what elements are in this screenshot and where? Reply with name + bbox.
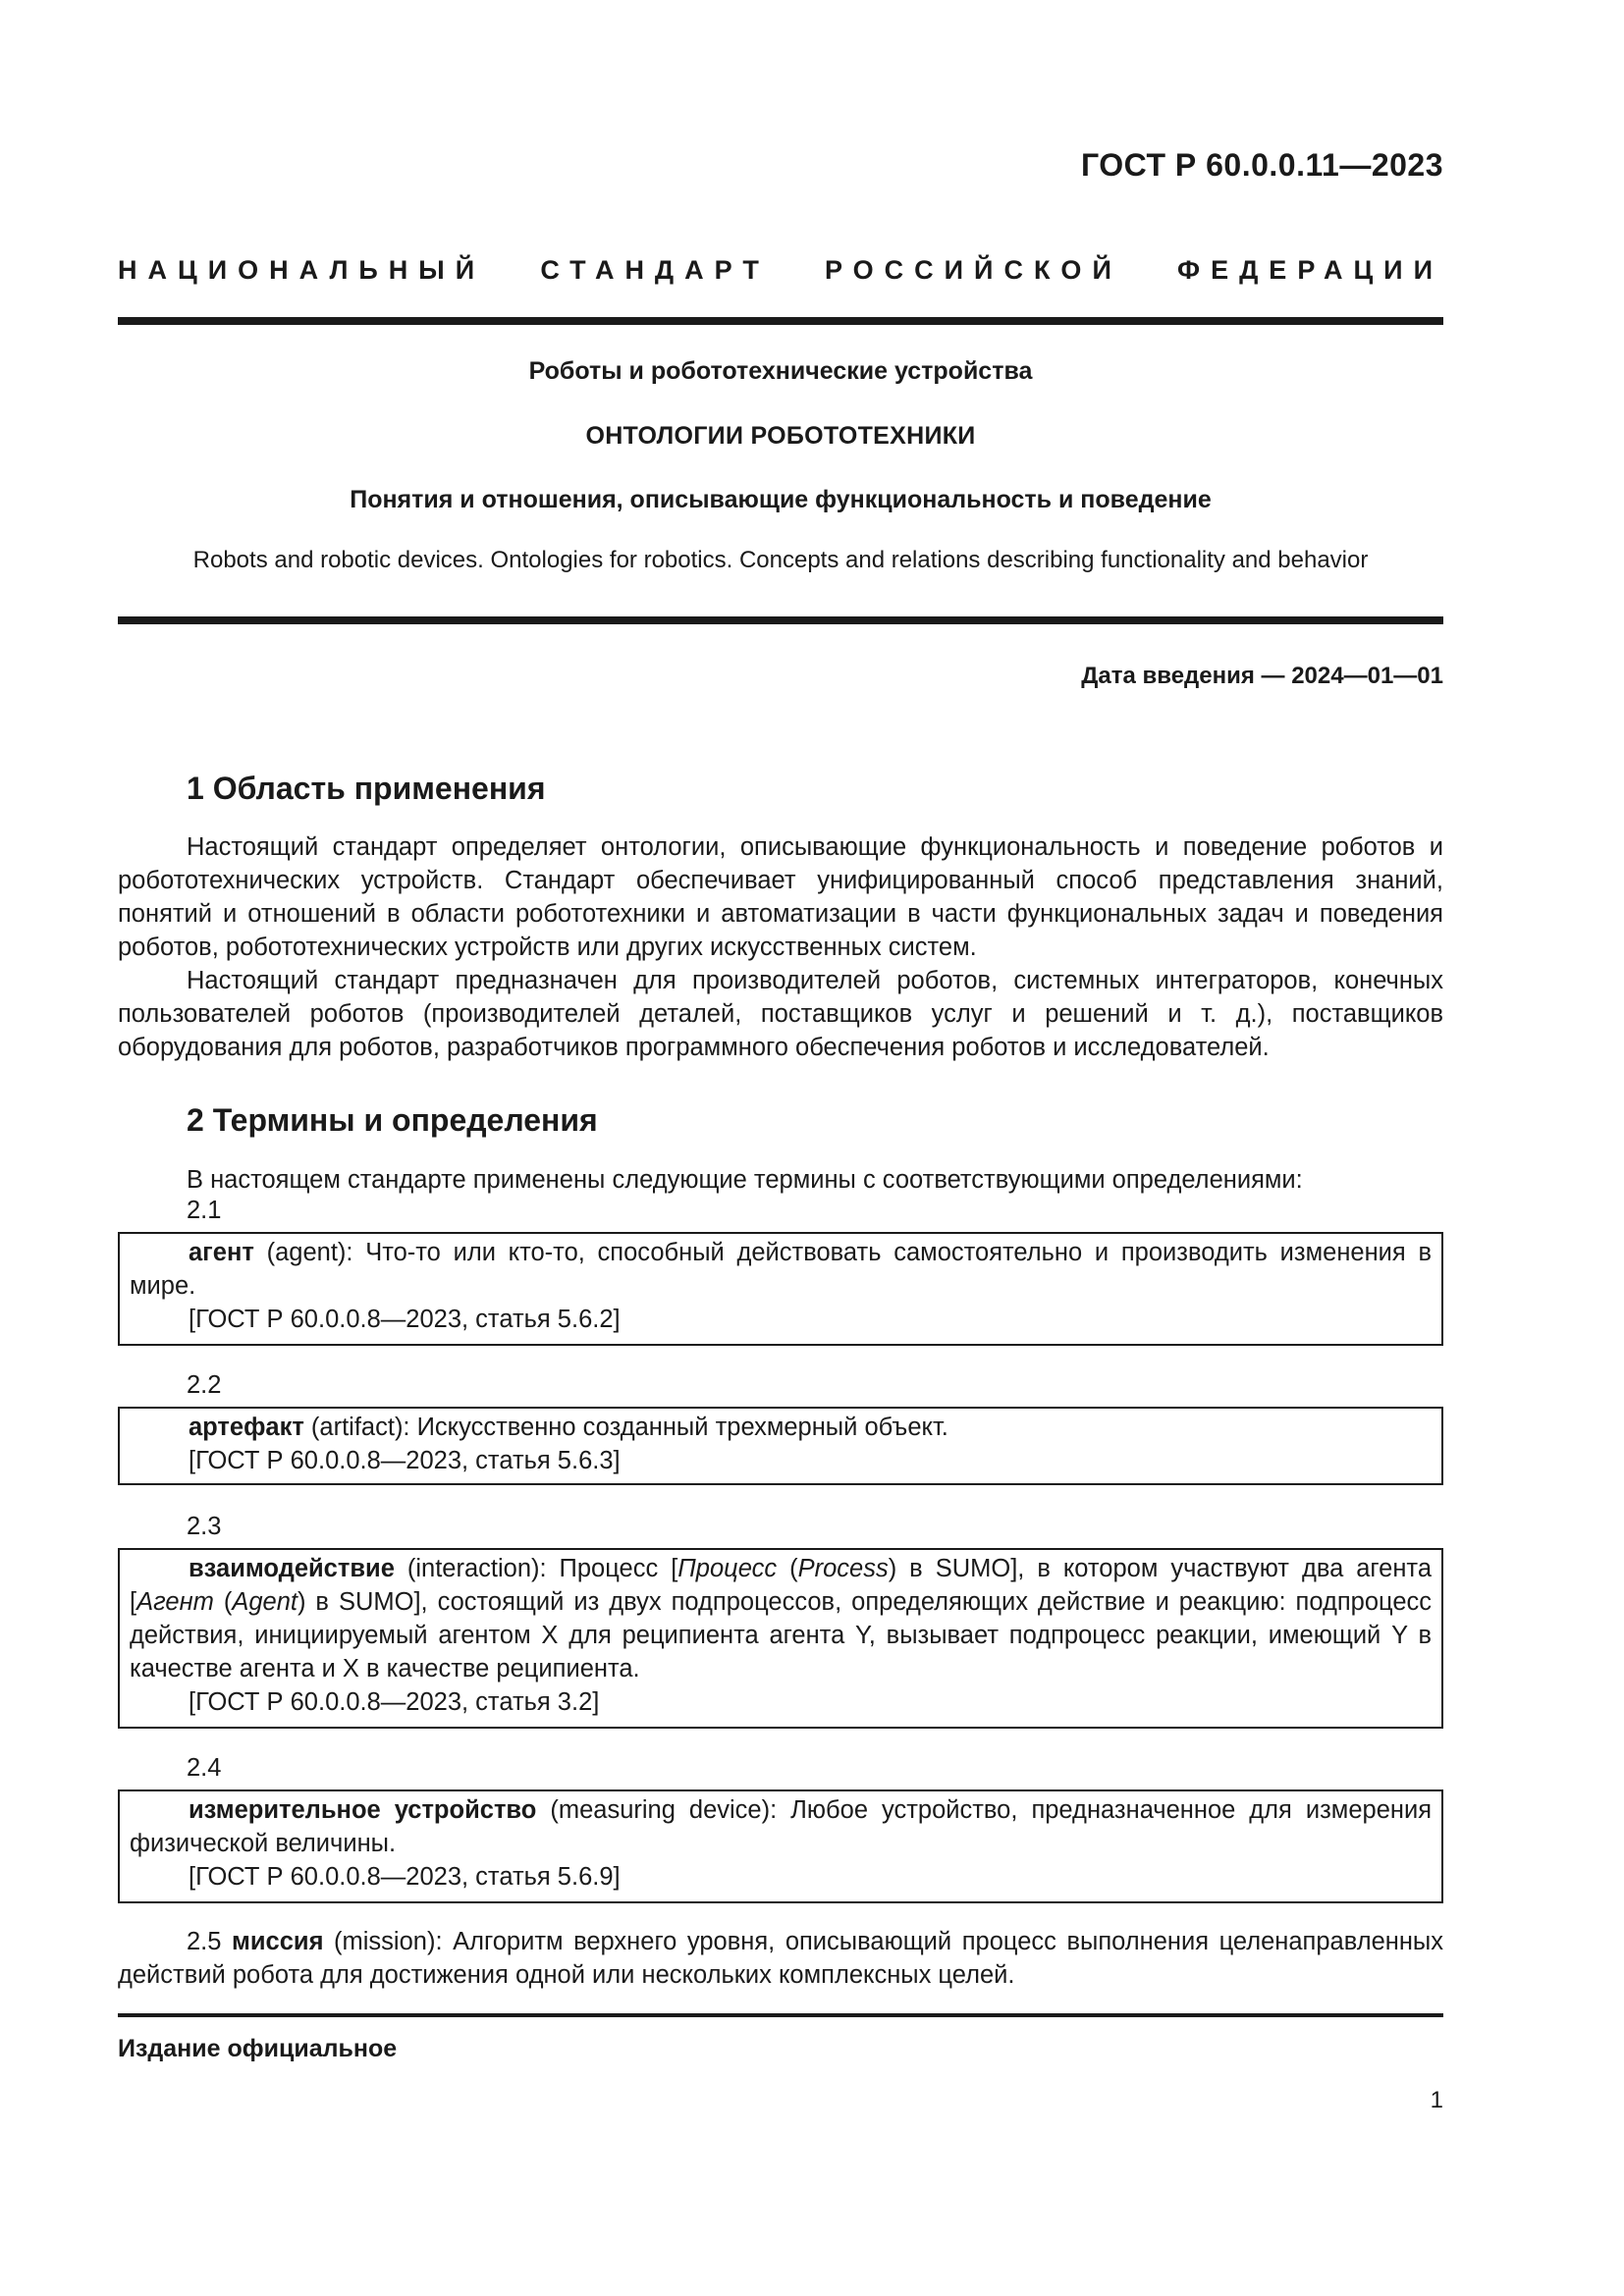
term-italic-ref: Процесс: [677, 1555, 778, 1582]
official-edition-label: Издание официальное: [118, 2035, 398, 2062]
term-name: агент: [189, 1239, 254, 1266]
term-definition-text: ) в SUMO], состоящий из двух подпроцессов, определяющих действие и реакцию: подпроцесс действия, инициируемый агентом X для реципиента агента Y, вызывает подпроцесс реакции, имеющий Y в качестве агента и X в качестве реципиента.: [130, 1588, 1432, 1682]
term-number: 2.2: [187, 1371, 222, 1399]
term-italic-ref: Агент: [136, 1588, 214, 1616]
page-number: 1: [1430, 2087, 1443, 2113]
term-definition-text: (interaction): Процесс [: [394, 1555, 678, 1582]
section-2-heading: 2 Термины и определения: [187, 1102, 598, 1138]
term-definition-text: (artifact): Искусственно созданный трехмерный объект.: [303, 1414, 948, 1441]
term-source: [ГОСТ Р 60.0.0.8—2023, статья 3.2]: [189, 1688, 600, 1716]
term-italic-ref: Agent: [232, 1588, 298, 1616]
section-2-intro: В настоящем стандарте применены следующие термины с соответствующими определениями:: [187, 1166, 1303, 1194]
title-english: Robots and robotic devices. Ontologies for robotics. Concepts and relations describing functionality and behavior: [192, 547, 1369, 573]
term-definition: [130, 1793, 1432, 1860]
title-divider: [118, 616, 1443, 624]
term-name: миссия: [232, 1928, 324, 1955]
term-source: [ГОСТ Р 60.0.0.8—2023, статья 5.6.2]: [189, 1306, 621, 1333]
term-name: взаимодействие: [189, 1555, 395, 1582]
term-definition: [130, 1411, 1432, 1444]
title-line-2: ОНТОЛОГИИ РОБОТОТЕХНИКИ: [585, 422, 976, 450]
title-line-1: Роботы и робототехнические устройства: [528, 357, 1033, 385]
term-number: 2.5: [187, 1928, 233, 1955]
term-italic-ref: Process: [797, 1555, 889, 1582]
term-name: измерительное устройство: [189, 1796, 537, 1824]
term-definition-text: (agent): Что-то или кто-то, способный действовать самостоятельно и производить изменения в мире.: [130, 1239, 1432, 1300]
term-definition: [130, 1236, 1432, 1303]
top-divider: [118, 317, 1443, 325]
term-source: [ГОСТ Р 60.0.0.8—2023, статья 5.6.9]: [189, 1863, 621, 1891]
term-mission: [118, 1925, 1443, 1992]
footer-divider: [118, 2013, 1443, 2017]
term-definition: [130, 1552, 1432, 1685]
term-box-artifact: [118, 1407, 1443, 1485]
term-box-interaction: [118, 1548, 1443, 1729]
term-definition-text: (measuring device): Любое устройство, предназначенное для измерения физической величины.: [130, 1796, 1433, 1857]
document-page: [118, 0, 1443, 2296]
term-number: 2.4: [187, 1754, 222, 1782]
term-box-measuring-device: [118, 1789, 1443, 1903]
introduction-date: Дата введения — 2024—01—01: [1081, 663, 1443, 689]
term-number: 2.1: [187, 1197, 222, 1224]
section-1-paragraph-1: Настоящий стандарт определяет онтологии, описывающие функциональность и поведение роботов и робототехнических устройств. Стандарт обеспечивает унифицированный способ представления знаний, понятий и отношений в области робототехники и автоматизации в части функциональных задач и поведения роботов, робототехнических устройств или других искусственных систем.: [118, 833, 1443, 961]
term-definition-text: (: [777, 1555, 798, 1582]
term-source: [ГОСТ Р 60.0.0.8—2023, статья 5.6.3]: [189, 1447, 621, 1474]
term-name: артефакт: [189, 1414, 304, 1441]
term-definition-text: (mission): Алгоритм верхнего уровня, описывающий процесс выполнения целенаправленных действий робота для достижения одной или нескольких комплексных целей.: [118, 1928, 1443, 1989]
section-1-paragraph-2: Настоящий стандарт предназначен для производителей роботов, системных интеграторов, конечных пользователей роботов (производителей деталей, поставщиков услуг и решений и т. д.), поставщиков оборудования для роботов, разработчиков программного обеспечения роботов и исследователей.: [118, 967, 1443, 1061]
document-code: ГОСТ Р 60.0.0.11—2023: [1081, 147, 1443, 183]
national-standard-banner: НАЦИОНАЛЬНЫЙ СТАНДАРТ РОССИЙСКОЙ ФЕДЕРАЦИИ: [118, 255, 1443, 285]
term-definition-text: (: [213, 1588, 233, 1616]
term-number: 2.3: [187, 1513, 222, 1540]
term-definition-text: ) в SUMO], в котором участвуют два агента [: [130, 1555, 1432, 1616]
section-1-heading: 1 Область применения: [187, 771, 546, 806]
title-line-3: Понятия и отношения, описывающие функциональность и поведение: [350, 486, 1212, 513]
term-box-agent: [118, 1232, 1443, 1346]
